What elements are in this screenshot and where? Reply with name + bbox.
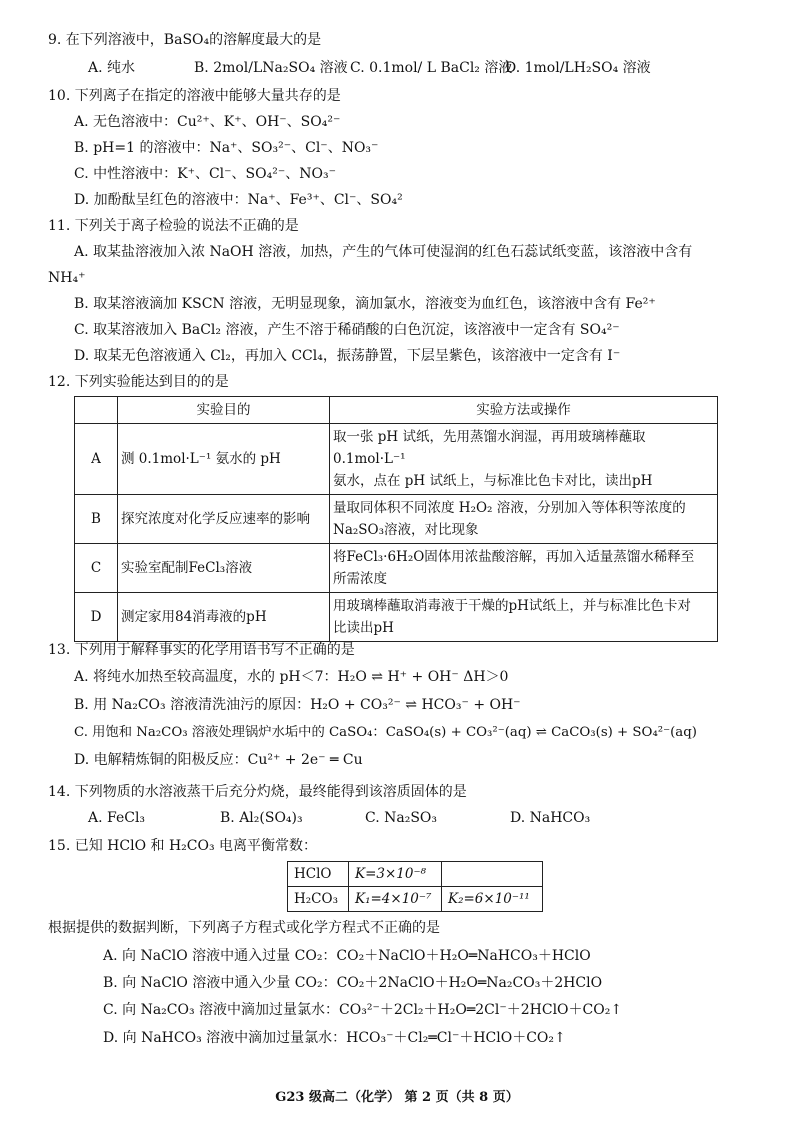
table-cell: HClO (288, 862, 349, 887)
q15-option-a: A. 向 NaClO 溶液中通入过量 CO₂：CO₂＋NaClO＋H₂O═NaHCO₃＋HClO (103, 948, 591, 964)
table-cell: B (75, 495, 118, 544)
table-cell: K₁=4×10⁻⁷ (349, 887, 442, 912)
q10-option-a: A. 无色溶液中：Cu²⁺、K⁺、OH⁻、SO₄²⁻ (74, 114, 341, 130)
table-cell (442, 862, 543, 887)
table-cell (330, 495, 718, 544)
table-cell: A (75, 424, 118, 495)
q15-option-d: D. 向 NaHCO₃ 溶液中滴加过量氯水：HCO₃⁻＋Cl₂═Cl⁻＋HClO＋CO₂↑ (103, 1030, 566, 1046)
cell-line: 用玻璃棒蘸取消毒液于干燥的pH试纸上，并与标准比色卡对 (333, 598, 691, 614)
q15-stem: 15. 已知 HClO 和 H₂CO₃ 电离平衡常数： (48, 838, 318, 854)
q10-stem: 10. 下列离子在指定的溶液中能够大量共存的是 (48, 88, 341, 104)
table-header: 实验目的 (118, 397, 330, 424)
table-header-row (75, 397, 718, 424)
page-footer: G23 级高二（化学） 第 2 页（共 8 页） (275, 1090, 519, 1105)
q15-constants-table (287, 861, 543, 912)
q15-option-c: C. 向 Na₂CO₃ 溶液中滴加过量氯水：CO₃²⁻＋2Cl₂＋H₂O═2Cl⁻＋2HClO＋CO₂↑ (103, 1002, 623, 1018)
table-cell: 探究浓度对化学反应速率的影响 (118, 495, 330, 544)
q14-option-d: D. NaHCO₃ (510, 810, 591, 826)
table-cell: K₂=6×10⁻¹¹ (442, 887, 543, 912)
q13-stem: 13. 下列用于解释事实的化学用语书写不正确的是 (48, 642, 355, 658)
q9-stem: 9. 在下列溶液中，BaSO₄的溶解度最大的是 (48, 32, 322, 48)
table-cell: D (75, 593, 118, 642)
cell-line: 取一张 pH 试纸，先用蒸馏水润湿，再用玻璃棒蘸取 0.1mol·L⁻¹ (333, 429, 646, 467)
q9-option-d: D. 1mol/LH₂SO₄ 溶液 (505, 60, 651, 76)
q11-stem: 11. 下列关于离子检验的说法不正确的是 (48, 218, 299, 234)
table-row (75, 424, 718, 495)
q11-option-b: B. 取某溶液滴加 KSCN 溶液，无明显现象，滴加氯水，溶液变为血红色，该溶液中含有 Fe²⁺ (74, 296, 656, 312)
table-row (75, 544, 718, 593)
table-cell (75, 397, 118, 424)
q11-option-a: A. 取某盐溶液加入浓 NaOH 溶液，加热，产生的气体可使湿润的红色石蕊试纸变蓝，该溶液中含有 (74, 244, 693, 260)
q14-option-a: A. FeCl₃ (88, 810, 146, 826)
cell-line: 所需浓度 (333, 571, 387, 587)
table-cell: C (75, 544, 118, 593)
q12-stem: 12. 下列实验能达到目的的是 (48, 374, 229, 390)
cell-line: 量取同体积不同浓度 H₂O₂ 溶液，分别加入等体积等浓度的 (333, 500, 686, 516)
table-row (288, 862, 543, 887)
q11-option-c: C. 取某溶液加入 BaCl₂ 溶液，产生不溶于稀硝酸的白色沉淀，该溶液中一定含有 SO₄²⁻ (74, 322, 620, 338)
table-cell: H₂CO₃ (288, 887, 349, 912)
table-row (75, 495, 718, 544)
q14-option-b: B. Al₂(SO₄)₃ (220, 810, 303, 826)
q15-prompt: 根据提供的数据判断，下列离子方程式或化学方程式不正确的是 (48, 920, 440, 936)
q11-option-d: D. 取某无色溶液通入 Cl₂，再加入 CCl₄，振荡静置，下层呈紫色，该溶液中一定含有 I⁻ (74, 348, 621, 364)
cell-line: Na₂SO₃溶液，对比现象 (333, 522, 479, 538)
q15-option-b: B. 向 NaClO 溶液中通入少量 CO₂：CO₂＋2NaClO＋H₂O═Na₂CO₃＋2HClO (103, 975, 603, 991)
table-cell: K=3×10⁻⁸ (349, 862, 442, 887)
table-cell (330, 424, 718, 495)
table-cell (330, 544, 718, 593)
cell-line: 将FeCl₃·6H₂O固体用浓盐酸溶解，再加入适量蒸馏水稀释至 (333, 549, 695, 565)
table-cell: 测 0.1mol·L⁻¹ 氨水的 pH (118, 424, 330, 495)
q13-option-b: B. 用 Na₂CO₃ 溶液清洗油污的原因：H₂O + CO₃²⁻ ⇌ HCO₃⁻ + OH⁻ (74, 697, 521, 713)
table-cell: 实验室配制FeCl₃溶液 (118, 544, 330, 593)
q9-option-c: C. 0.1mol/ L BaCl₂ 溶液 (350, 60, 513, 76)
q13-option-a: A. 将纯水加热至较高温度，水的 pH＜7：H₂O ⇌ H⁺ + OH⁻ ΔH＞0 (74, 669, 509, 685)
q11-option-a-cont: NH₄⁺ (48, 270, 86, 286)
q14-stem: 14. 下列物质的水溶液蒸干后充分灼烧，最终能得到该溶质固体的是 (48, 784, 467, 800)
q13-option-d: D. 电解精炼铜的阳极反应：Cu²⁺ + 2e⁻ ═ Cu (74, 752, 363, 768)
table-row (75, 593, 718, 642)
q9-option-a: A. 纯水 (88, 60, 136, 76)
table-row (288, 887, 543, 912)
q14-option-c: C. Na₂SO₃ (365, 810, 438, 826)
q10-option-d: D. 加酚酞呈红色的溶液中：Na⁺、Fe³⁺、Cl⁻、SO₄² (74, 192, 403, 208)
table-header: 实验方法或操作 (330, 397, 718, 424)
q9-option-b: B. 2mol/LNa₂SO₄ 溶液 (194, 60, 348, 76)
q12-table (74, 396, 718, 642)
cell-line: 比读出pH (333, 620, 394, 636)
q13-option-c: C. 用饱和 Na₂CO₃ 溶液处理锅炉水垢中的 CaSO₄：CaSO₄(s) + CO₃²⁻(aq) ⇌ CaCO₃(s) + SO₄²⁻(aq) (74, 725, 697, 740)
table-cell (330, 593, 718, 642)
cell-line: 氨水，点在 pH 试纸上，与标准比色卡对比，读出pH (333, 473, 653, 489)
q10-option-b: B. pH=1 的溶液中：Na⁺、SO₃²⁻、Cl⁻、NO₃⁻ (74, 140, 379, 156)
table-cell: 测定家用84消毒液的pH (118, 593, 330, 642)
q10-option-c: C. 中性溶液中：K⁺、Cl⁻、SO₄²⁻、NO₃⁻ (74, 166, 336, 182)
